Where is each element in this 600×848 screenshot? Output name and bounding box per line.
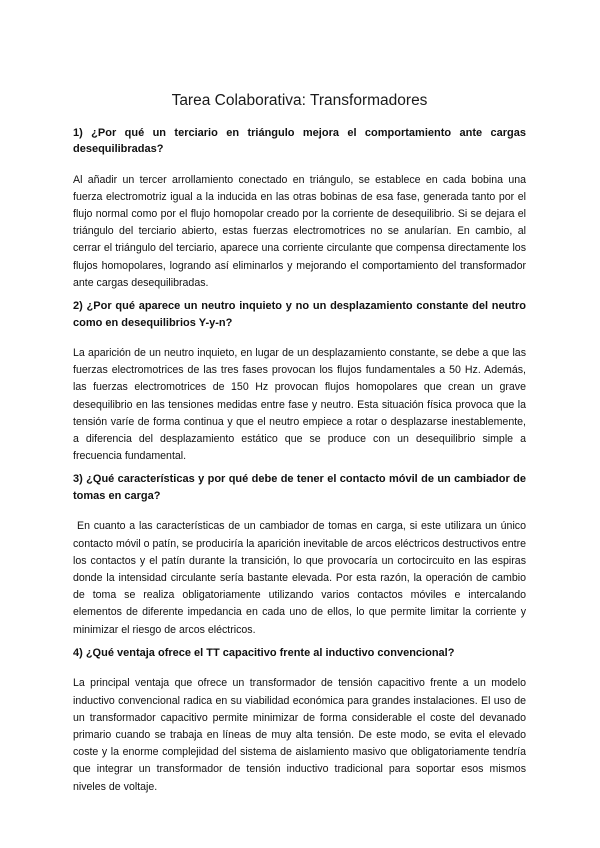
section-4 (73, 645, 526, 796)
document-page (73, 92, 526, 802)
question-3: 3) ¿Qué características y por qué debe de tener el contacto móvil de un cambiador de tomas en carga? (73, 473, 526, 502)
section-2 (73, 298, 526, 465)
section-1 (73, 125, 526, 292)
question-1: 1) ¿Por qué un terciario en triángulo mejora el comportamiento ante cargas desequilibradas? (73, 126, 526, 156)
answer-2: La aparición de un neutro inquieto, en lugar de un desplazamiento constante, se debe a que las fuerzas electromotrices de las tres fases provocan los flujos fundamentales a 50 Hz. Además, las fuerzas electromotrices de 150 Hz provocan flujos homopolares que crean un grave desequilibrio en las tensiones medidas entre fase y neutro. Esta situación física provoca que la tensión varíe de forma continua y que el neutro empiece a rotar o desplazarse inestablemente, a diferencia del desplazamiento estático que se produce con un desequilibrio simple a frecuencia fundamental. (73, 347, 526, 463)
answer-1: Al añadir un tercer arrollamiento conectado en triángulo, se establece en cada bobina una fuerza electromotriz igual a la inducida en las otras bobinas de esa fase, generada tanto por el flujo normal como por el flujo homopolar creado por la corriente de desequilibrio. Si se dejara el triángulo del terciario abierto, estas fuerzas electromotrices no se anularían. En cambio, al cerrar el triángulo del terciario, aparece una corriente circulante que compensa directamente los flujos homopolares, logrando así eliminarlos y mejorando el comportamiento del transformador ante cargas desequilibradas. (73, 173, 526, 289)
answer-4: La principal ventaja que ofrece un transformador de tensión capacitivo frente a un modelo inductivo convencional radica en su viabilidad económica para grandes instalaciones. El uso de un transformador capacitivo permite minimizar de forma considerable el coste del devanado primario cuando se trabaja en líneas de muy alta tensión. De este modo, se evita el elevado coste y la enorme complejidad del sistema de aislamiento masivo que obligatoriamente tendría que integrar un transformador de tensión inductivo tradicional para soportar esos mismos niveles de voltaje. (73, 677, 526, 793)
question-2: 2) ¿Por qué aparece un neutro inquieto y no un desplazamiento constante del neutro como en desequilibrios Y-y-n? (73, 300, 526, 329)
page-title: Tarea Colaborativa: Transformadores (171, 92, 428, 109)
question-4: 4) ¿Qué ventaja ofrece el TT capacitivo frente al inductivo convencional? (73, 646, 455, 659)
answer-3: En cuanto a las características de un cambiador de tomas en carga, si este utilizara un único contacto móvil o patín, se produciría la aparición inevitable de arcos eléctricos destructivos entre los contactos y el patín durante la transición, lo que provocaría un cortocircuito en las espiras donde la intensidad circulante sería bastante elevada. Por esta razón, la operación de cambio de toma se realiza obligatoriamente utilizando varios contactos móviles e intercalando elementos de diferente impedancia en cada uno de ellos, lo que permite limitar la corriente y minimizar el riesgo de arcos eléctricos. (73, 520, 526, 636)
section-3 (73, 471, 526, 638)
